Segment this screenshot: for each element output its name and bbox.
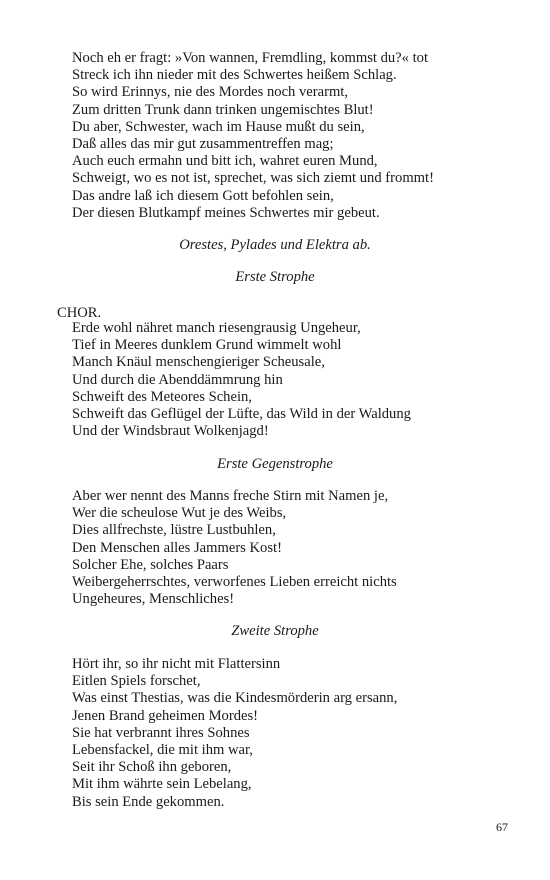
verse-line: Hört ihr, so ihr nicht mit Flattersinn <box>72 656 281 672</box>
verse-stanza-4 <box>72 656 532 811</box>
verse-line: Weibergeherrschtes, verworfenes Lieben erreicht nichts <box>72 573 397 590</box>
verse-line: Solcher Ehe, solches Paars <box>72 556 229 573</box>
verse-line: Und der Windsbraut Wolkenjagd! <box>72 423 269 440</box>
verse-stanza-1 <box>72 50 532 222</box>
verse-line: So wird Erinnys, nie des Mordes noch verarmt, <box>72 84 349 101</box>
verse-stanza-3 <box>72 488 532 608</box>
verse-line: Auch euch ermahn und bitt ich, wahret euren Mund, <box>72 153 378 170</box>
stage-direction: Orestes, Pylades und Elektra ab. <box>179 237 371 253</box>
verse-line: Der diesen Blutkampf meines Schwertes mir gebeut. <box>72 204 380 221</box>
verse-line: Lebensfackel, die mit ihm war, <box>72 741 253 758</box>
verse-stanza-2 <box>72 320 532 440</box>
verse-line: Tief in Meeres dunklem Grund wimmelt wohl <box>72 337 342 354</box>
verse-line: Du aber, Schwester, wach im Hause mußt du sein, <box>72 118 365 135</box>
section-heading-zweite-strophe: Zweite Strophe <box>231 623 319 639</box>
verse-line: Jenen Brand geheimen Mordes! <box>72 707 259 724</box>
section-heading-erste-strophe: Erste Strophe <box>235 269 315 285</box>
verse-line: Und durch die Abenddämmrung hin <box>72 371 283 388</box>
verse-line: Wer die scheulose Wut je des Weibs, <box>72 505 287 522</box>
verse-line: Schweigt, wo es not ist, sprechet, was sich ziemt und frommt! <box>72 170 434 187</box>
verse-line: Noch eh er fragt: »Von wannen, Fremdling, kommst du?« tot <box>72 50 428 66</box>
section-heading-erste-gegenstrophe: Erste Gegenstrophe <box>217 456 333 472</box>
verse-line: Aber wer nennt des Manns freche Stirn mit Namen je, <box>72 488 389 504</box>
verse-line: Seit ihr Schoß ihn geboren, <box>72 759 232 776</box>
verse-line: Manch Knäul menschengieriger Scheusale, <box>72 354 325 371</box>
page-number: 67 <box>496 820 508 834</box>
verse-line: Erde wohl nähret manch riesengrausig Ungeheur, <box>72 320 361 336</box>
verse-line: Mit ihm währte sein Lebelang, <box>72 776 252 793</box>
verse-line: Schweift des Meteores Schein, <box>72 388 252 405</box>
verse-line: Den Menschen alles Jammers Kost! <box>72 539 282 556</box>
verse-line: Zum dritten Trunk dann trinken ungemischtes Blut! <box>72 101 374 118</box>
verse-line: Eitlen Spiels forschet, <box>72 673 201 690</box>
verse-line: Das andre laß ich diesem Gott befohlen sein, <box>72 187 334 204</box>
verse-line: Schweift das Geflügel der Lüfte, das Wild in der Waldung <box>72 405 411 422</box>
speaker-label: CHOR. <box>57 305 102 321</box>
verse-line: Was einst Thestias, was die Kindesmörderin arg ersann, <box>72 690 398 707</box>
verse-line: Daß alles das mir gut zusammentreffen mag; <box>72 135 334 152</box>
verse-line: Bis sein Ende gekommen. <box>72 793 225 810</box>
verse-line: Ungeheures, Menschliches! <box>72 591 235 608</box>
verse-line: Dies allfrechste, lüstre Lustbuhlen, <box>72 522 276 539</box>
verse-line: Streck ich ihn nieder mit des Schwertes heißem Schlag. <box>72 67 397 84</box>
verse-line: Sie hat verbrannt ihres Sohnes <box>72 724 250 741</box>
